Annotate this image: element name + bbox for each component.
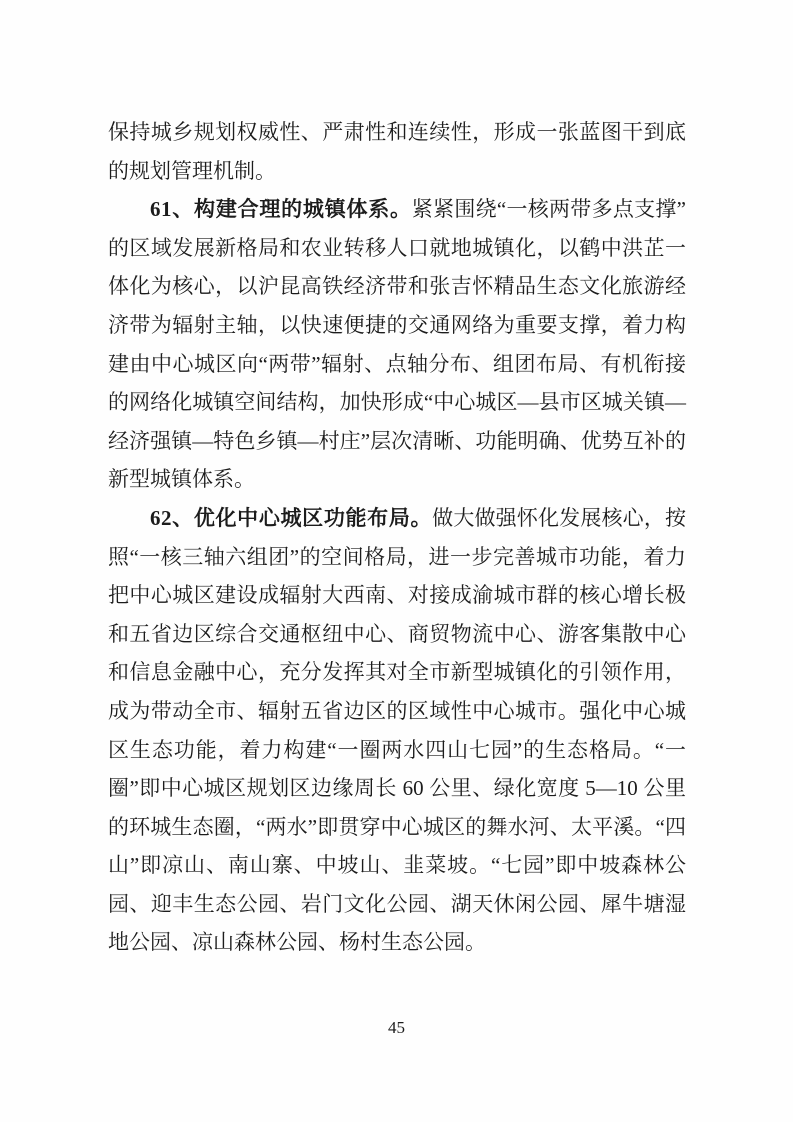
paragraph-heading-run: 62、优化中心城区功能布局。: [150, 505, 433, 530]
paragraph: [108, 499, 686, 962]
paragraph: [108, 190, 686, 499]
paragraph-text-run: 保持城乡规划权威性、严肃性和连续性，形成一张蓝图干到底的规划管理机制。: [108, 120, 686, 183]
page-number: 45: [388, 1018, 405, 1037]
paragraph-heading-run: 61、构建合理的城镇体系。: [150, 197, 412, 222]
paragraph-text-run: 做大做强怀化发展核心，按照“一核三轴六组团”的空间格局，进一步完善城市功能，着力把中心城区建设成辐射大西南、对接成渝城市群的核心增长极和五省边区综合交通枢纽中心、商贸物流中心、游客集散中心和信息金融中心，充分发挥其对全市新型城镇化的引领作用，成为带动全市、辐射五省边区的区域性中心城市。强化中心城区生态功能，着力构建“一圈两水四山七园”的生态格局。“一圈”即中心城区规划区边缘周长 60 公里、绿化宽度 5—10 公里的环城生态圈，“两水”即贯穿中心城区的舞水河、太平溪。“四山”即凉山、南山寨、中坡山、韭菜坡。“七园”即中坡森林公园、迎丰生态公园、岩门文化公园、湖天休闲公园、犀牛塘湿地公园、凉山森林公园、杨村生态公园。: [108, 505, 687, 955]
paragraph: [108, 113, 686, 190]
paragraph-text-run: 紧紧围绕“一核两带多点支撑”的区域发展新格局和农业转移人口就地城镇化，以鹤中洪芷一体化为核心，以沪昆高铁经济带和张吉怀精品生态文化旅游经济带为辐射主轴，以快速便捷的交通网络为重要支撑，着力构建由中心城区向“两带”辐射、点轴分布、组团布局、有机衔接的网络化城镇空间结构，加快形成“中心城区—县市区城关镇—经济强镇—特色乡镇—村庄”层次清晰、功能明确、优势互补的新型城镇体系。: [108, 197, 687, 492]
page-footer: [0, 1016, 793, 1040]
document-body: [108, 113, 686, 962]
